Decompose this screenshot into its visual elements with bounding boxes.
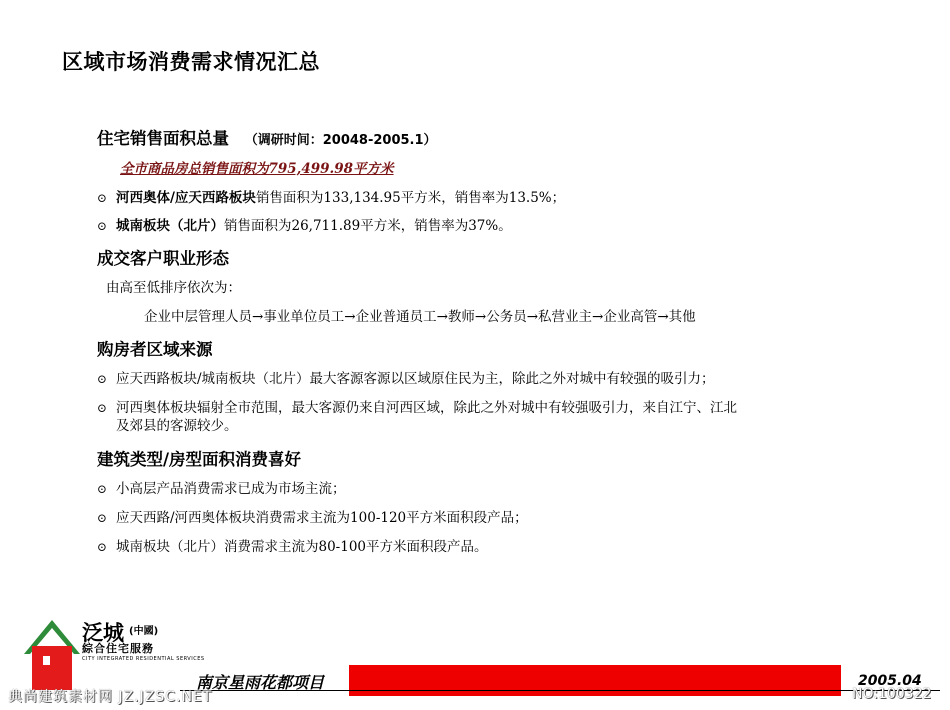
list-item xyxy=(97,477,346,497)
item-text: 应天西路/河西奥体板块消费需求主流为100-120平方米面积段产品； xyxy=(116,510,528,526)
bullet-icon: ⊙ xyxy=(97,540,108,554)
footer-red-bar xyxy=(349,665,841,696)
list-item xyxy=(97,506,528,526)
list-item xyxy=(97,214,512,234)
survey-time-note: （调研时间：20048-2005.1） xyxy=(244,133,437,148)
logo-house-icon xyxy=(32,646,72,690)
bullet-icon: ⊙ xyxy=(97,401,108,415)
occupation-sequence: 企业中层管理人员→事业单位员工→企业普通员工→教师→公务员→私营业主→企业高管→其他 xyxy=(144,309,696,325)
item-text: 城南板块（北片）消费需求主流为80-100平方米面积段产品。 xyxy=(116,539,488,555)
section-heading-sales-area xyxy=(97,125,437,149)
total-sales-highlight: 全市商品房总销售面积为795,499.98平方米 xyxy=(120,161,394,177)
item-text: 销售面积为133,134.95平方米，销售率为13.5%； xyxy=(255,190,566,206)
bullet-icon: ⊙ xyxy=(97,372,108,386)
list-item xyxy=(97,367,715,387)
list-item xyxy=(97,535,488,555)
item-bold-label: 城南板块（北片） xyxy=(116,218,224,234)
item-text: 河西奥体板块辐射全市范围，最大客源仍来自河西区域，除此之外对城中有较强吸引力，来自江宁、江北 xyxy=(116,400,737,416)
footer-date: 2005.04 xyxy=(858,673,922,689)
occupation-intro: 由高至低排序依次为： xyxy=(106,280,241,296)
bullet-icon: ⊙ xyxy=(97,482,108,496)
list-item xyxy=(97,396,737,416)
footer-project-name: 南京星雨花都项目 xyxy=(196,673,325,692)
logo-sub-english: CITY INTEGRATED RESIDENTIAL SERVICES xyxy=(82,656,205,662)
section-heading-building-type: 建筑类型/房型面积消费喜好 xyxy=(97,450,302,469)
logo-sub-country: (中國) xyxy=(129,626,159,637)
section-heading-occupation: 成交客户职业形态 xyxy=(97,249,229,268)
bullet-icon: ⊙ xyxy=(97,219,108,233)
watermark-site: 典尚建筑素材网 JZ.JZSC.NET xyxy=(8,689,213,705)
logo-name: 泛城 xyxy=(82,621,124,645)
logo-sub-service: 綜合住宅服務 xyxy=(82,642,154,655)
item-text: 销售面积为26,711.89平方米，销售率为37%。 xyxy=(224,218,512,234)
page-title: 区域市场消费需求情况汇总 xyxy=(62,50,320,74)
list-item xyxy=(97,186,565,206)
heading-text: 住宅销售面积总量 xyxy=(97,129,229,148)
item-text: 应天西路板块/城南板块（北片）最大客源客源以区域原住民为主，除此之外对城中有较强的吸引力； xyxy=(116,371,715,387)
section-heading-buyer-origin: 购房者区域来源 xyxy=(97,340,213,359)
watermark-number: NO:100322 xyxy=(852,686,932,702)
item-text: 小高层产品消费需求已成为市场主流； xyxy=(116,481,346,497)
bullet-icon: ⊙ xyxy=(97,511,108,525)
bullet-icon: ⊙ xyxy=(97,191,108,205)
item-bold-label: 河西奥体/应天西路板块 xyxy=(116,190,256,206)
list-item-continuation: 及郊县的客源较少。 xyxy=(116,418,238,434)
